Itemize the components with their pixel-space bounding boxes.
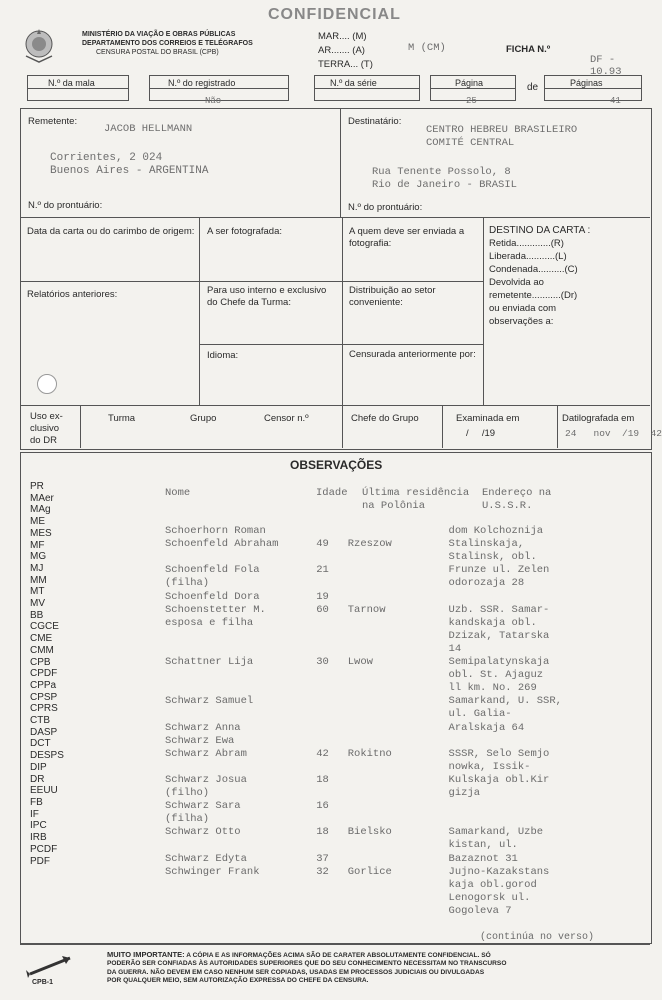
agency-code: PDF xyxy=(30,855,50,867)
agency-code: IPC xyxy=(30,820,47,832)
agency-code: DESPS xyxy=(30,750,64,762)
footer-label: MUITO IMPORTANTE: xyxy=(107,950,185,959)
footer-line3: DA GUERRA. NÃO DEVEM EM CASO NENHUM SER COPIADAS, USADAS EM PROCESSOS JUDICIAIS OU DIVULGADAS xyxy=(107,968,485,976)
destinatario-addr1: Rua Tenente Possolo, 8 xyxy=(372,166,511,178)
terra-label: TERRA... (T) xyxy=(318,59,373,70)
footer-line2: PODERÃO SER CONFIADAS ÀS AUTORIDADES SUPERIORES QUE DO SEU CONHECIMENTO NECESSITAM NO TRANSCURSO xyxy=(107,960,507,968)
registrado-label: N.º do registrado xyxy=(168,78,236,88)
form-code: CPB-1 xyxy=(32,979,54,986)
footer-line1: A CÓPIA E AS INFORMAÇÕES ACIMA SÃO DE CARATER ABSOLUTAMENTE CONFIDENCIAL. SÓ xyxy=(186,952,491,959)
observacao-row: Schoenfeld Fola 21 Frunze ul. Zelen xyxy=(165,564,550,577)
agency-code: CPDF xyxy=(30,668,58,680)
quem-fotografia-label: A quem deve ser enviada a fotografia: xyxy=(349,226,465,249)
agency-code: MF xyxy=(30,539,45,551)
agency-code: CGCE xyxy=(30,621,59,633)
uso-exclusivo xyxy=(30,411,63,447)
mala-label: N.º da mala xyxy=(48,78,95,88)
agency-code: MES xyxy=(30,527,52,539)
examinada-label: Examinada em xyxy=(456,413,520,424)
col-nome: Nome xyxy=(165,487,191,499)
remetente-label: Remetente: xyxy=(28,116,78,127)
ficha-value: DF - 10.93 xyxy=(590,54,622,78)
agency-code: EEUU xyxy=(30,785,58,797)
agency-code: MM xyxy=(30,574,47,586)
remetente-addr1: Corrientes, 2 024 xyxy=(50,152,163,164)
agency-code: DCT xyxy=(30,738,51,750)
destino-remetente: remetente...........(Dr) xyxy=(489,290,578,301)
observacao-row: Schoerhorn Roman dom Kolchoznija xyxy=(165,525,544,537)
observacao-row: Schwarz Abram 42 Rokitno SSSR, Selo Semjo xyxy=(165,747,550,760)
agency-code: MG xyxy=(30,551,47,563)
pagina-label: Página xyxy=(455,78,484,88)
agency-code: CMM xyxy=(30,644,54,656)
agency-code: CTB xyxy=(30,715,50,727)
censurada-label: Censurada anteriormente por: xyxy=(349,349,476,360)
footer-line4: POR QUALQUER MEIO, SEM AUTORIZAÇÃO EXPRESSA DO CHEFE DA CENSURA. xyxy=(107,977,369,985)
observacao-row: Dzizak, Tatarska xyxy=(165,629,550,642)
observacao-row: Schwinger Frank 32 Gorlice Jujno-Kazakstans xyxy=(165,865,550,878)
observacao-row: kaja obl.gorod xyxy=(165,878,537,891)
observacao-row: Schwarz Ewa xyxy=(165,734,235,747)
observacoes-title: OBSERVAÇÕES xyxy=(290,458,383,472)
destino-carta xyxy=(489,224,590,328)
uso-line2: clusivo xyxy=(30,423,60,434)
department-line: DEPARTAMENTO DOS CORREIOS E TELÉGRAFOS xyxy=(82,40,253,47)
ar-label: AR....... (A) xyxy=(318,45,365,56)
destinatario-name2: COMITÉ CENTRAL xyxy=(426,137,515,149)
uso-line3: do DR xyxy=(30,435,57,446)
agency-code: CME xyxy=(30,633,53,645)
examinada-value: / /19 xyxy=(466,428,496,439)
observacao-row: esposa e filha kandskaja obl. xyxy=(165,616,537,629)
observacao-row: Schoenfeld Dora 19 xyxy=(165,590,329,603)
observacao-row: ll km. No. 269 xyxy=(165,682,537,695)
confidencial-stamp: CONFIDENCIAL xyxy=(268,6,401,23)
agency-code: CPPa xyxy=(30,679,57,691)
turma-label: Turma xyxy=(108,413,136,424)
grupo-label: Grupo xyxy=(190,413,217,424)
agency-code: FB xyxy=(30,796,43,808)
agency-code: CPSP xyxy=(30,691,58,703)
destino-liberada: Liberada...........(L) xyxy=(489,251,567,262)
datilografada-label: Datilografada em xyxy=(562,413,635,424)
observacao-row: Schwarz Edyta 37 Bazaznot 31 xyxy=(165,852,518,865)
data-carta-label: Data da carta ou do carimbo de origem: xyxy=(27,226,195,237)
observacao-row: Schwarz Otto 18 Bielsko Samarkand, Uzbe xyxy=(165,826,544,839)
observacao-row: Schwarz Samuel Samarkand, U. SSR, xyxy=(165,695,562,708)
col-endereco: Endereço na xyxy=(482,487,552,499)
agency-code: DIP xyxy=(30,761,47,773)
observacao-row: Lenogorsk ul. xyxy=(165,891,531,904)
agency-code: ME xyxy=(30,516,45,528)
destino-condenada: Condenada..........(C) xyxy=(489,264,578,275)
footer-warning xyxy=(107,951,642,986)
idioma-label: Idioma: xyxy=(207,350,239,361)
agency-code: CPB xyxy=(30,656,51,668)
observacao-row: Stalinsk, obl. xyxy=(165,551,537,564)
destinatario-label: Destinatário: xyxy=(348,116,402,127)
agency-code: DR xyxy=(30,773,45,785)
header-ministry xyxy=(82,30,253,57)
paginas-value: 41 xyxy=(610,96,621,106)
punch-hole xyxy=(37,374,57,394)
mar-label: MAR.... (M) xyxy=(318,31,367,42)
agency-code: MAg xyxy=(30,504,51,516)
agency-code-list xyxy=(30,481,64,867)
agency-code: PR xyxy=(30,481,44,492)
transport-mode xyxy=(318,30,373,72)
observacao-row: (filho) gizja xyxy=(165,787,481,799)
observacao-row: 14 xyxy=(165,642,462,655)
remetente-prontuario: N.º do prontuário: xyxy=(28,200,103,211)
agency-code: BB xyxy=(30,609,44,621)
uso-interno-label: Para uso interno e exclusivo do Chefe da Turma: xyxy=(207,285,327,308)
ministry-line: MINISTÉRIO DA VIAÇÃO E OBRAS PÚBLICAS xyxy=(82,31,236,38)
observacao-row: nowka, Issik- xyxy=(165,760,531,773)
destinatario-prontuario: N.º do prontuário: xyxy=(348,202,423,213)
observacao-row: kistan, ul. xyxy=(165,839,518,852)
destino-enviada: ou enviada com xyxy=(489,303,557,314)
pagina-value: 25 xyxy=(466,96,477,106)
typed-mode-code: M (CM) xyxy=(408,42,446,54)
agency-code: MT xyxy=(30,586,45,598)
observacao-row: (filha) xyxy=(165,813,210,826)
destino-title: DESTINO DA CARTA : xyxy=(489,225,591,236)
col-residencia: Última residência xyxy=(362,487,470,499)
observacao-row: Schoenfeld Abraham 49 Rzeszow Stalinskaja, xyxy=(165,538,525,551)
paginas-label: Páginas xyxy=(570,78,603,88)
agency-code: MJ xyxy=(30,562,44,574)
ficha-label: FICHA N.º xyxy=(506,44,551,55)
censura-line: CENSURA POSTAL DO BRASIL (CPB) xyxy=(96,49,219,56)
uso-line1: Uso ex- xyxy=(30,411,63,422)
destino-retida: Retida.............(R) xyxy=(489,238,564,249)
observacao-row: Schattner Lija 30 Lwow Semipalatynskaja xyxy=(165,656,550,668)
distribuicao-label: Distribuição ao setor conveniente: xyxy=(349,285,436,308)
coat-of-arms-icon xyxy=(22,26,56,64)
agency-code: IRB xyxy=(30,832,47,844)
observacao-row: Schwarz Josua 18 Kulskaja obl.Kir xyxy=(165,773,550,786)
observacao-row: Schwarz Sara 16 xyxy=(165,800,329,813)
observacao-row: Schwarz Anna Aralskaja 64 xyxy=(165,721,525,734)
col-residencia-2: na Polônia xyxy=(362,500,426,512)
agency-code: MV xyxy=(30,598,45,610)
destino-devolvida: Devolvida ao xyxy=(489,277,544,288)
destinatario-name1: CENTRO HEBREU BRASILEIRO xyxy=(426,124,578,136)
censor-label: Censor n.º xyxy=(264,413,309,424)
serie-label: N.º da série xyxy=(330,78,377,88)
agency-code: CPRS xyxy=(30,703,58,715)
agency-code: PCDF xyxy=(30,843,58,855)
observacao-row: obl. St. Ajaguz xyxy=(165,669,544,682)
registrado-value: Não xyxy=(205,96,222,106)
datilografada-value: 24 nov /19 42 xyxy=(565,428,662,439)
agency-code: MAer xyxy=(30,492,54,504)
remetente-addr2: Buenos Aires - ARGENTINA xyxy=(50,165,209,177)
observacao-row: ul. Galia- xyxy=(165,708,512,721)
relatorios-label: Relatórios anteriores: xyxy=(27,289,118,300)
de-label: de xyxy=(527,82,539,93)
fotografada-label: A ser fotografada: xyxy=(207,226,282,237)
agency-code: DASP xyxy=(30,726,58,738)
agency-code: IF xyxy=(30,808,39,820)
col-idade: Idade xyxy=(316,487,348,499)
col-endereco-2: U.S.S.R. xyxy=(482,500,533,512)
observacao-row: (filha) odorozaja 28 xyxy=(165,577,525,590)
destino-observacoes: observações a: xyxy=(489,316,554,327)
observacao-row: Schoenstetter M. 60 Tarnow Uzb. SSR. Samar- xyxy=(165,603,550,616)
remetente-name: JACOB HELLMANN xyxy=(104,123,193,135)
observacao-row: Gogoleva 7 xyxy=(165,904,512,917)
chefe-label: Chefe do Grupo xyxy=(351,413,419,424)
destinatario-addr2: Rio de Janeiro - BRASIL xyxy=(372,179,517,191)
continua-note: (continúa no verso) xyxy=(480,932,595,943)
